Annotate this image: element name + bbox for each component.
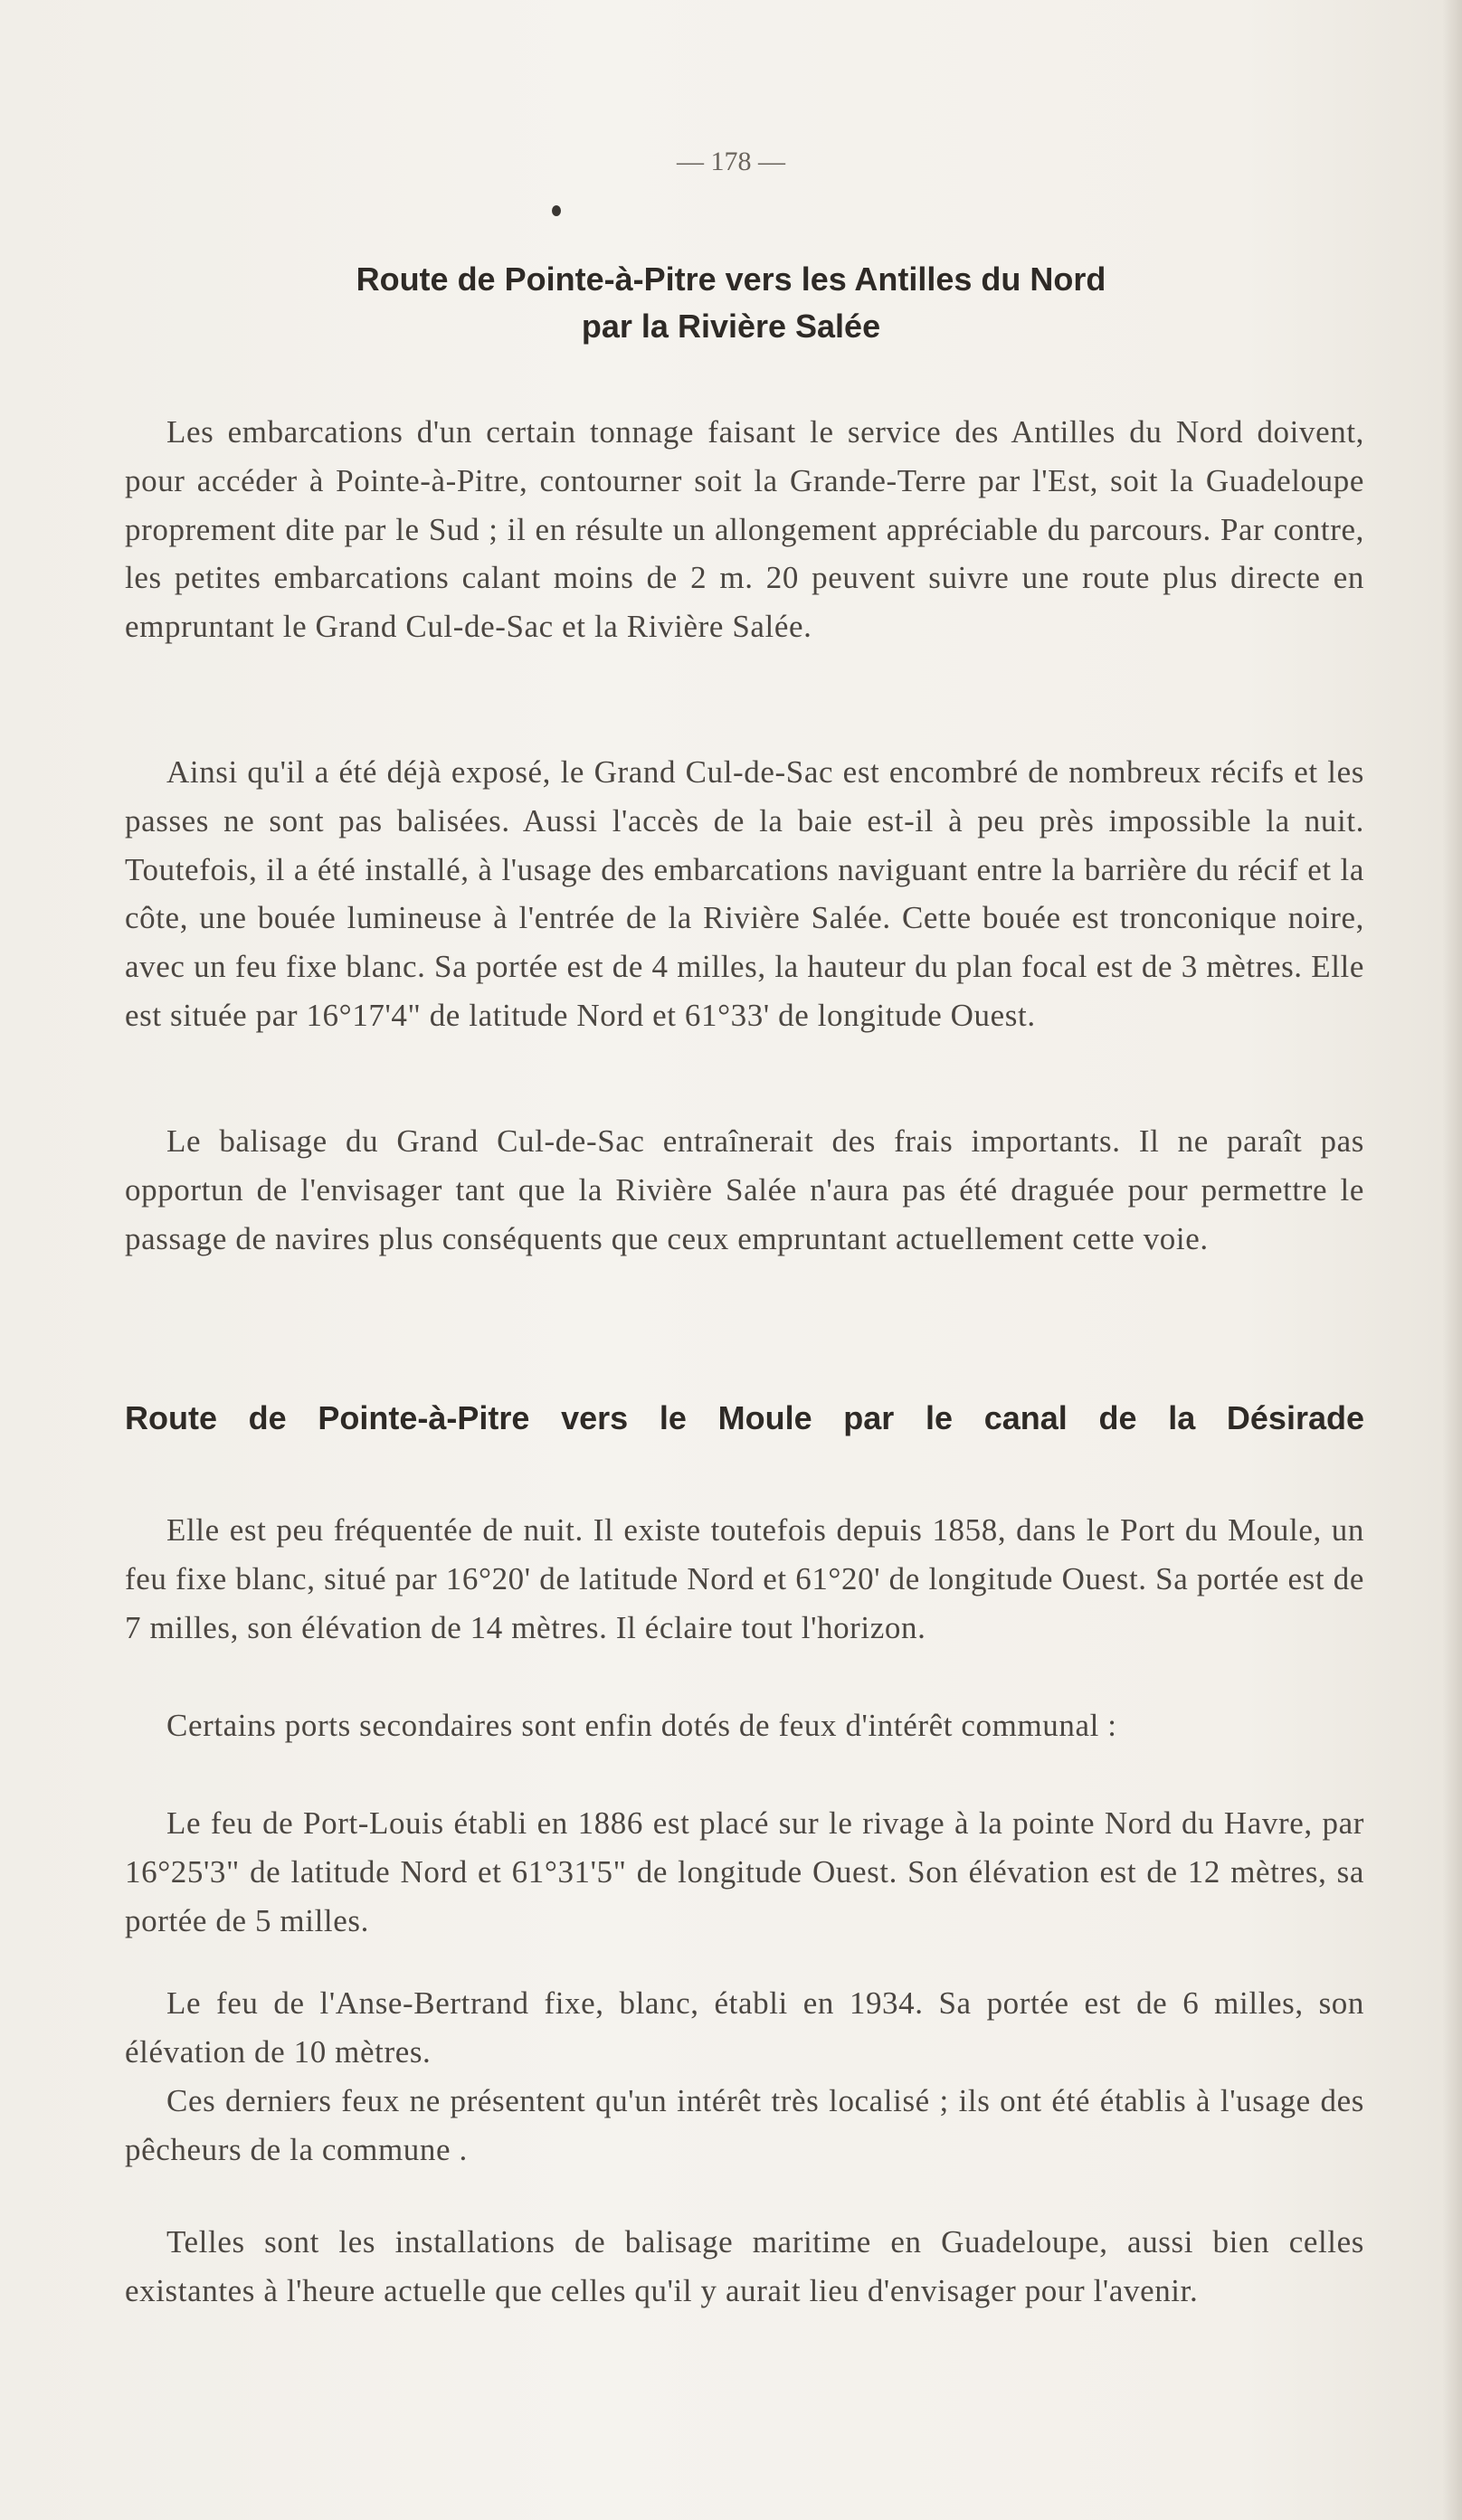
section-1-paragraph-3: Le balisage du Grand Cul-de-Sac entraînerait des frais importants. Il ne paraît pas opportun de l'envisager tant que la Rivière Salée n'aura pas été draguée pour permettre le passage de navires plus conséquents que ceux empruntant actuellement cette voie.: [125, 1123, 1364, 1256]
section-2-paragraph-6: Telles sont les installations de balisage maritime en Guadeloupe, aussi bien celles existantes à l'heure actuelle que celles qu'il y aurait lieu d'envisager pour l'avenir.: [125, 2224, 1364, 2308]
section-2-paragraph-4: Le feu de l'Anse-Bertrand fixe, blanc, établi en 1934. Sa portée est de 6 milles, son élévation de 10 mètres.: [125, 1985, 1364, 2070]
section-2-paragraph-1: Elle est peu fréquentée de nuit. Il existe toutefois depuis 1858, dans le Port du Moule, un feu fixe blanc, situé par 16°20' de latitude Nord et 61°20' de longitude Ouest. Sa portée est de 7 milles, son élévation de 14 mètres. Il éclaire tout l'horizon.: [125, 1512, 1364, 1645]
section-2-title: Route de Pointe-à-Pitre vers le Moule par le canal de la Désirade: [125, 1399, 1364, 1436]
section-2-paragraph-2: Certains ports secondaires sont enfin dotés de feux d'intérêt communal :: [166, 1708, 1117, 1743]
page-number: — 178 —: [677, 147, 785, 176]
section-1-paragraph-2: Ainsi qu'il a été déjà exposé, le Grand Cul-de-Sac est encombré de nombreux récifs et les passes ne sont pas balisées. Aussi l'accès de la baie est-il à peu près impossible la nuit. Toutefois, il a été installé, à l'usage des embarcations naviguant entre la barrière du récif et la côte, une bouée lumineuse à l'entrée de la Rivière Salée. Cette bouée est tronconique noire, avec un feu fixe blanc. Sa portée est de 4 milles, la hauteur du plan focal est de 3 mètres. Elle est située par 16°17'4" de latitude Nord et 61°33' de longitude Ouest.: [125, 754, 1364, 1033]
section-2-paragraph-5: Ces derniers feux ne présentent qu'un intérêt très localisé ; ils ont été établis à l'usage des pêcheurs de la commune .: [125, 2083, 1364, 2167]
section-1-paragraph-1: Les embarcations d'un certain tonnage faisant le service des Antilles du Nord doivent, pour accéder à Pointe-à-Pitre, contourner soit la Grande-Terre par l'Est, soit la Guadeloupe proprement dite par le Sud ; il en résulte un allongement appréciable du parcours. Par contre, les petites embarcations calant moins de 2 m. 20 peuvent suivre une route plus directe en empruntant le Grand Cul-de-Sac et la Rivière Salée.: [125, 414, 1364, 645]
section-1-title-line-2: par la Rivière Salée: [581, 308, 881, 345]
section-2-paragraph-3: Le feu de Port-Louis établi en 1886 est placé sur le rivage à la pointe Nord du Havre, par 16°25'3" de latitude Nord et 61°31'5" de longitude Ouest. Son élévation est de 12 mètres, sa portée de 5 milles.: [125, 1805, 1364, 1938]
page-edge-shadow: [1442, 0, 1462, 2520]
section-1-title-line-1: Route de Pointe-à-Pitre vers les Antilles du Nord: [356, 261, 1106, 298]
ink-dot: [552, 205, 561, 216]
